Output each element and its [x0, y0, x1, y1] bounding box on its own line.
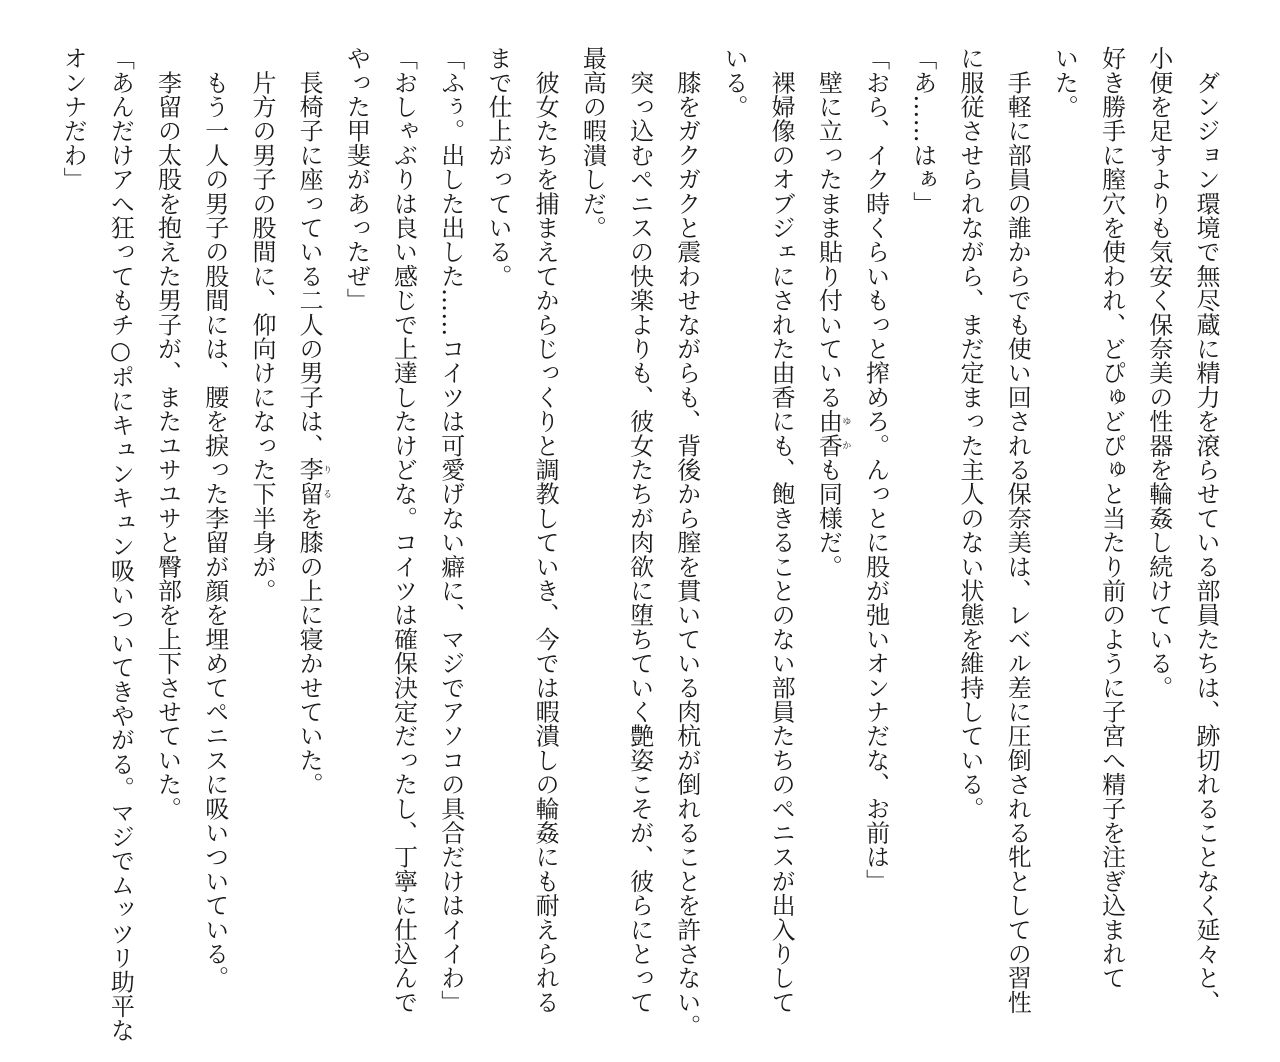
text-line: 李留の太股を抱えた男子が、またユサユサと臀部を上下させていた。 — [153, 46, 182, 821]
ruby-text: りる — [321, 457, 332, 506]
text-line: 手軽に部員の誰からでも使い回される保奈美は、レベル差に圧倒される牝としての習性 — [1003, 46, 1032, 1014]
text-line: 突っ込むペニスの快楽よりも、彼女たちが肉欲に堕ちていく艶姿こそが、彼らにとって — [625, 46, 654, 1014]
text-line: まで仕上がっている。 — [483, 46, 512, 288]
text-line: ダンジョン環境で無尽蔵に精力を滾らせている部員たちは、跡切れることなく延々と、 — [1192, 46, 1220, 1014]
text-segment: を膝の上に寝かせていた。 — [295, 505, 324, 797]
dialogue-line: やった甲斐があったぜ」 — [342, 46, 371, 313]
text-segment: 長椅子に座っている二人の男子は、 — [295, 46, 324, 458]
dialogue-line: 「あ……はぁ」 — [908, 46, 937, 216]
text-line: 裸婦像のオブジェにされた由香にも、飽きることのない部員たちのペニスが出入りして — [767, 46, 796, 1014]
ruby-text: ゆか — [840, 409, 851, 458]
text-line: いた。 — [1050, 46, 1079, 119]
text-segment: も同様だ。 — [814, 457, 843, 579]
ruby-annotation — [814, 409, 851, 458]
text-line: もう一人の男子の股間には、腰を捩った李留が顔を埋めてペニスに吸いついている。 — [200, 46, 229, 990]
dialogue-line: 「あんだけアへ狂ってもチ○ポにキュンキュン吸いついてきやがる。マジでムッツリ助平な — [106, 46, 135, 1043]
text-line: 小便を足すよりも気安く保奈美の性器を輪姦し続けている。 — [1144, 46, 1173, 700]
dialogue-line: 「ふぅ。出した出した……コイツは可愛げない癖に、マジでアソコの具合だけはイイわ」 — [436, 46, 465, 1014]
ruby-annotation — [295, 457, 332, 506]
dialogue-line: 「おら、イク時くらいもっと搾めろ。んっとに股が弛いオンナだな、お前は」 — [861, 46, 890, 893]
text-line-with-ruby — [804, 46, 851, 1046]
text-line: 彼女たちを捕まえてからじっくりと調教していき、今では暇潰しの輪姦にも耐えられる — [531, 46, 560, 1014]
text-segment: 壁に立ったまま貼り付いている — [814, 46, 843, 409]
ruby-base: 由香 — [814, 409, 843, 458]
dialogue-line: 「おしゃぶりは良い感じで上達したけどな。コイツは確保決定だったし、丁寧に仕込んで — [389, 46, 418, 1014]
vertical-text-page — [49, 46, 1229, 1046]
text-line: 好き勝手に膣穴を使われ、どぴゅどぴゅと当たり前のように子宮へ精子を注ぎ込まれて — [1097, 46, 1126, 990]
text-line-with-ruby — [285, 46, 332, 1046]
text-line: いる。 — [719, 46, 748, 119]
ruby-base: 李留 — [295, 457, 324, 506]
text-line: 膝をガクガクと震わせながらも、背後から膣を貫いている肉杭が倒れることを許さない。 — [672, 46, 701, 1039]
text-line: 最高の暇潰しだ。 — [578, 46, 607, 240]
dialogue-line: オンナだわ」 — [59, 46, 88, 192]
text-line: に服従させられながら、まだ定まった主人のない状態を維持している。 — [955, 46, 984, 821]
text-line: 片方の男子の股間に、仰向けになった下半身が。 — [247, 46, 276, 603]
